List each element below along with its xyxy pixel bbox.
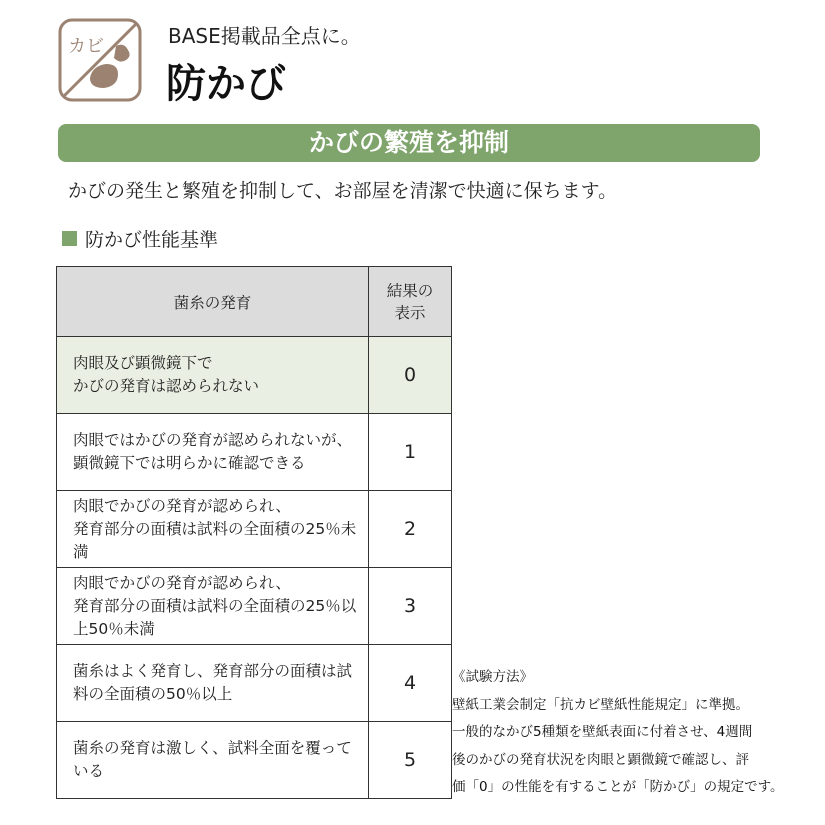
growth-description: 肉眼ではかびの発育が認められないが、顕微鏡下では明らかに確認できる (57, 414, 369, 491)
growth-description: 菌糸はよく発育し、発育部分の面積は試料の全面積の50％以上 (57, 645, 369, 722)
method-line: 一般的なかび5種類を壁紙表面に付着させ、4週間 (452, 724, 753, 740)
result-value: 0 (369, 337, 452, 414)
result-value: 5 (369, 722, 452, 799)
section-title: 防かび性能基準 (85, 229, 219, 251)
method-line: 壁紙工業会制定「抗カビ壁紙性能規定」に準拠。 (452, 696, 749, 713)
subtitle: BASE掲載品全点に。 (168, 24, 361, 48)
method-title: 《試験方法》 (452, 669, 533, 685)
banner: かびの繁殖を抑制 (58, 124, 760, 162)
section-heading (62, 225, 218, 252)
table-row (57, 568, 452, 645)
result-value: 4 (369, 645, 452, 722)
square-bullet-icon (62, 231, 77, 246)
table-row (57, 337, 452, 414)
table-header (57, 267, 452, 337)
method-line: 価「0」の性能を有することが「防かび」の規定です。 (452, 779, 784, 795)
method-line: 後のかびの発育状況を肉眼と顕微鏡で確認し、評 (452, 751, 749, 768)
growth-description: 肉眼でかびの発育が認められ、 発育部分の面積は試料の全面積の25％以上50％未満 (57, 568, 369, 645)
anti-mold-icon (58, 18, 142, 102)
performance-table (56, 266, 452, 799)
test-method (452, 664, 784, 802)
page-title: 防かび (166, 61, 286, 107)
growth-description: 菌糸の発育は激しく、試料全面を覆っている (57, 722, 369, 799)
logo-text: カビ (68, 36, 104, 57)
table-row (57, 722, 452, 799)
growth-description: 肉眼及び顕微鏡下で かびの発育は認められない (57, 337, 369, 414)
table-row (57, 645, 452, 722)
result-value: 3 (369, 568, 452, 645)
table-row (57, 414, 452, 491)
growth-description: 肉眼でかびの発育が認められ、 発育部分の面積は試料の全面積の25％未満 (57, 491, 369, 568)
header-growth: 菌糸の発育 (57, 267, 369, 337)
result-value: 2 (369, 491, 452, 568)
lead-text: かびの発生と繁殖を抑制して、お部屋を清潔で快適に保ちます。 (68, 180, 618, 202)
result-value: 1 (369, 414, 452, 491)
header-result: 結果の 表示 (369, 267, 452, 337)
table-row (57, 491, 452, 568)
